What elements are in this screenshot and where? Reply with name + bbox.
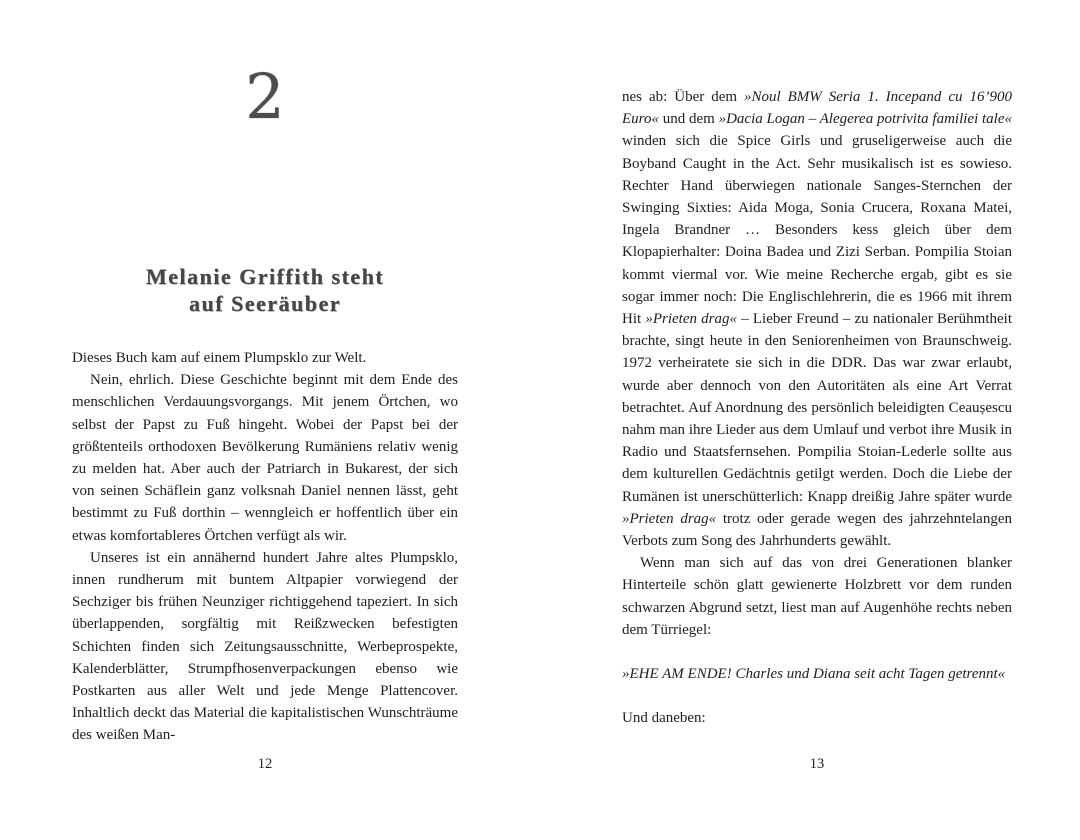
text-segment: winden sich die Spice Girls und gruseligerweise auch die Boyband Caught in the Act. Sehr musikalisch ist es sowieso. Rechter Hand überwiegen nationale Sanges-Sternchen der Swinging Sixties: Aida Moga, Sonia Crucera, Roxana Matei, Ingela Brandner … Besonders kess gleich über dem Klopapierhalter: Doina Badea und Zizi Serban. Pompilia Stoian kommt viermal vor. Wie meine Recherche ergab, gibt es sie sogar immer noch: Die Englischlehrerin, die es 1966 mit ihrem Hit — [622, 133, 1012, 328]
paragraph — [72, 347, 458, 369]
left-page-number: 12 — [257, 756, 273, 772]
paragraph — [72, 369, 458, 547]
text-segment: Unseres ist ein annähernd hundert Jahre altes Plumpsklo, innen rundherum mit buntem Altpapier vorwiegend der Sechziger bis frühen Neunziger richtiggehend tapeziert. In sich überlappenden, sorgfältig mit Reißzwecken befestigten Schichten finden sich Zeitungsausschnitte, Werbeprospekte, Kalenderblätter, Strumpfhosenverpackungen ebenso wie Postkarten aus aller Welt und jede Menge Plattencover. Inhaltlich deckt das Material die kapitalistischen Wunschträume des weißen Man- — [72, 549, 458, 744]
text-segment: – Lieber Freund – zu nationaler Berühmtheit brachte, singt heute in den Seniorenheimen von Braunschweig. 1972 verheiratete sie sich in die DDR. Das war zwar erlaubt, wurde aber dennoch von den Autoritäten als eine Art Verrat betrachtet. Auf Anordnung des persönlich beleidigten Ceaușescu nahm man ihre Lieder aus dem Umlauf und verbot ihre Musik in Radio und Staatsfernsehen. Pompilia Stoian-Lederle sollte aus dem kulturellen Gedächtnis getilgt werden. Doch die Liebe der Rumänen ist unerschütterlich: Knapp dreißig Jahre später wurde — [622, 311, 1012, 505]
paragraph — [622, 86, 1012, 552]
text-segment: Dieses Buch kam auf einem Plumpsklo zur Welt. — [72, 350, 367, 366]
paragraph — [622, 707, 1012, 729]
italic-text-segment: »Prieten drag« — [622, 510, 717, 527]
paragraph — [622, 663, 1012, 685]
italic-text-segment: »EHE AM ENDE! Charles und Diana seit acht Tagen getrennt« — [622, 666, 1006, 683]
text-segment: Wenn man sich auf das von drei Generationen blanker Hinterteile schön glatt gewienerte Holzbrett vor dem runden schwarzen Abgrund setzt, liest man auf Augenhöhe rechts neben dem Türriegel: — [622, 555, 1012, 638]
right-page — [622, 0, 1012, 840]
text-segment: Nein, ehrlich. Diese Geschichte beginnt mit dem Ende des menschlichen Verdauungsvorgangs. Mit jenem Örtchen, wo selbst der Papst zu Fuß hingeht. Wobei der Papst bei der größtenteils orthodoxen Bevölkerung Rumäniens relativ wenig zu melden hat. Aber auch der Patriarch in Bukarest, der sich von seinen Schäflein ganz volksnah Daniel nennen lässt, geht bestimmt zu Fuß dorthin – wenngleich er hoffentlich über ein etwas komfortableres Örtchen verfügt als wir. — [72, 372, 458, 544]
chapter-title-line-2: auf Seeräuber — [188, 291, 342, 316]
text-segment: trotz oder gerade wegen des jahrzehntelangen Verbots zum Song des Jahrhunderts gewählt. — [622, 510, 1012, 550]
chapter-number: 2 — [245, 60, 285, 133]
text-segment: nes ab: Über dem — [622, 89, 744, 105]
paragraph — [72, 547, 458, 747]
italic-text-segment: »Dacia Logan – Alegerea potrivita familiei tale« — [718, 111, 1012, 128]
right-page-number: 13 — [809, 756, 825, 772]
text-segment: und dem — [658, 111, 719, 128]
left-page — [72, 0, 458, 840]
paragraph — [622, 552, 1012, 641]
text-segment: Und daneben: — [622, 710, 706, 727]
right-page-body — [622, 86, 1012, 729]
left-page-body — [72, 347, 458, 747]
chapter-title — [72, 263, 458, 317]
chapter-title-line-1: Melanie Griffith steht — [145, 264, 385, 289]
italic-text-segment: »Noul BMW Seria 1. Incepand cu 16’900 Euro« — [622, 89, 1012, 128]
italic-text-segment: »Prieten drag« — [645, 311, 738, 328]
